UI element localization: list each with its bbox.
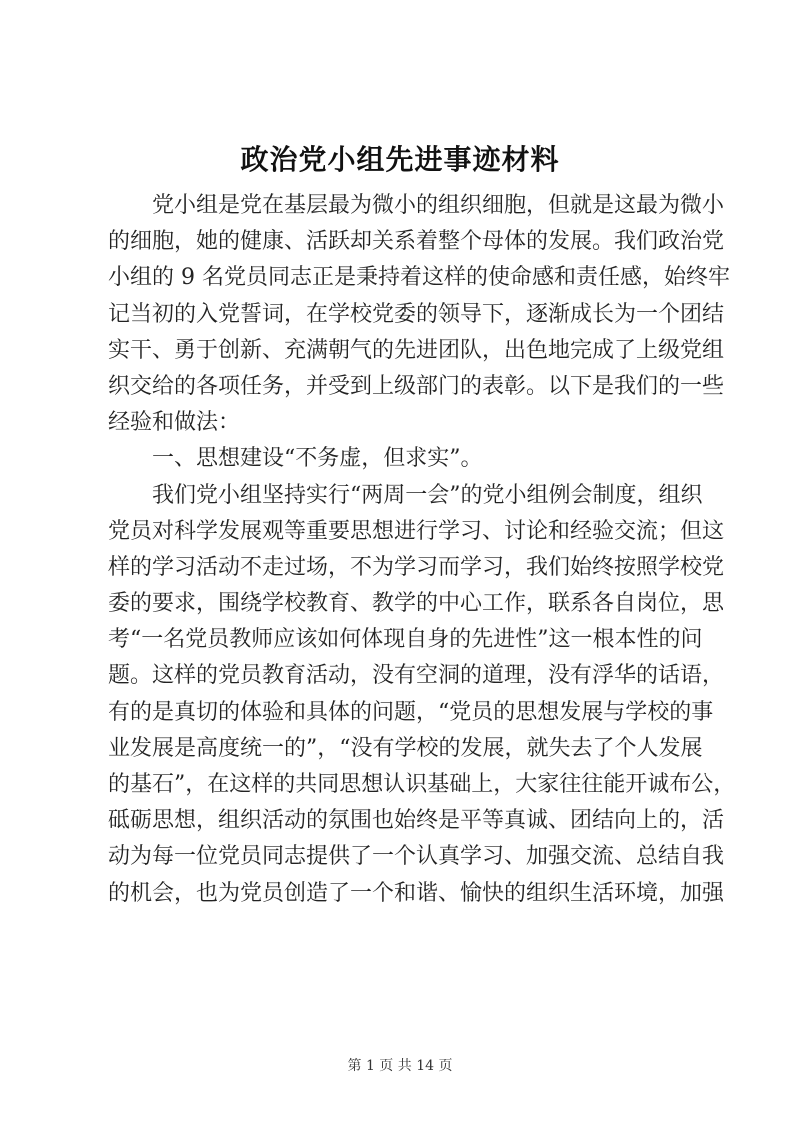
document-title: 政治党小组先进事迹材料 bbox=[240, 143, 560, 176]
body-line: 样的学习活动不走过场，不为学习而学习，我们始终按照学校党 bbox=[108, 554, 725, 580]
document-body bbox=[108, 188, 736, 912]
body-line: 考“一名党员教师应该如何体现自身的先进性”这一根本性的问 bbox=[108, 627, 703, 653]
body-line: 小组的 9 名党员同志正是秉持着这样的使命感和责任感，始终牢 bbox=[108, 265, 730, 291]
body-line: 的细胞，她的健康、活跃却关系着整个母体的发展。我们政治党 bbox=[108, 229, 725, 255]
page-footer: 第 1 页 共 14 页 bbox=[347, 1058, 453, 1074]
body-line: 砥砺思想，组织活动的氛围也始终是平等真诚、团结向上的，活 bbox=[108, 808, 725, 834]
body-line: 织交给的各项任务，并受到上级部门的表彰。以下是我们的一些 bbox=[108, 373, 725, 399]
body-line: 党小组是党在基层最为微小的组织细胞，但就是这最为微小 bbox=[152, 193, 725, 218]
section-heading: 一、思想建设“不务虚，但求实”。 bbox=[152, 446, 483, 472]
body-line: 记当初的入党誓词，在学校党委的领导下，逐渐成长为一个团结 bbox=[108, 301, 725, 327]
body-line: 委的要求，围绕学校教育、教学的中心工作，联系各自岗位，思 bbox=[108, 591, 725, 617]
body-line: 题。这样的党员教育活动，没有空洞的道理，没有浮华的话语， bbox=[108, 663, 725, 689]
body-line: 党员对科学发展观等重要思想进行学习、讨论和经验交流；但这 bbox=[108, 518, 725, 544]
body-line: 的机会，也为党员创造了一个和谐、愉快的组织生活环境，加强 bbox=[108, 880, 725, 906]
body-line: 业发展是高度统一的”，“没有学校的发展，就失去了个人发展 bbox=[108, 735, 703, 761]
body-line: 经验和做法： bbox=[108, 410, 241, 436]
body-line: 动为每一位党员同志提供了一个认真学习、加强交流、总结自我 bbox=[108, 844, 725, 870]
body-line: 实干、勇于创新、充满朝气的先进团队，出色地完成了上级党组 bbox=[108, 337, 725, 363]
body-line: 我们党小组坚持实行“两周一会”的党小组例会制度，组织 bbox=[152, 482, 703, 508]
body-line: 有的是真切的体验和具体的问题，“党员的思想发展与学校的事 bbox=[108, 699, 714, 725]
body-line: 的基石”，在这样的共同思想认识基础上，大家往往能开诚布公， bbox=[108, 772, 736, 797]
